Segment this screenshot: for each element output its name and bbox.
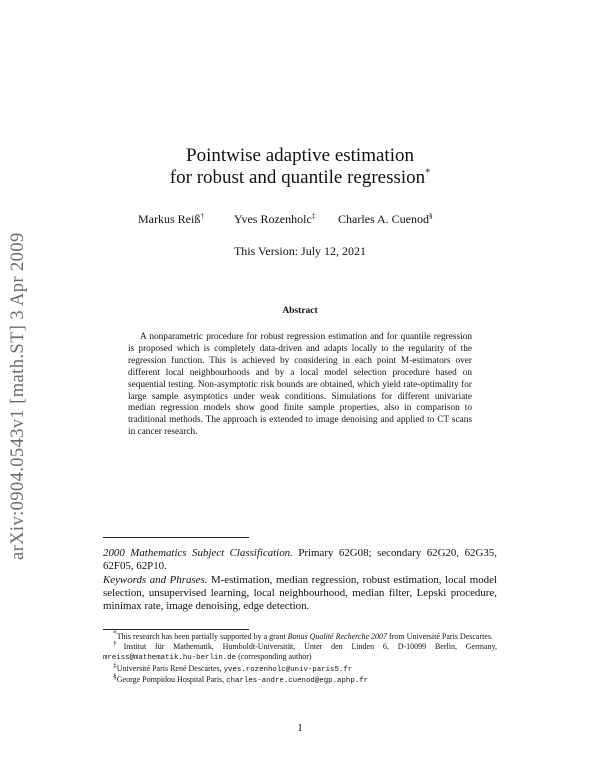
email-link[interactable]: mreiss@mathematik.hu-berlin.de	[103, 654, 237, 663]
footnote-text: (corresponding author)	[238, 652, 312, 662]
footnote-text: This research has been partially supported by a grant	[116, 632, 286, 641]
footnote-text: Institut für Mathematik, Humboldt-Universität, Unter den Linden 6, D-10099 Berlin, Germany,	[123, 642, 498, 652]
footnotes	[103, 628, 498, 686]
author-name: Charles A. Cuenod	[338, 212, 429, 226]
footnote-text: from Université Paris Descartes.	[389, 632, 493, 641]
footnote-affiliation-cuenod	[103, 671, 497, 686]
email-link[interactable]: charles-andre.cuenod@egp.aphp.fr	[226, 676, 369, 685]
footnote-text: Université Paris René Descartes,	[116, 663, 222, 673]
email-link[interactable]: yves.rozenholc@univ-paris5.fr	[223, 665, 353, 674]
footnote-mark: §	[113, 671, 117, 681]
grant-name: Bonus Qualité Recherche 2007	[287, 632, 388, 641]
footnote-affiliation-rozenholc	[103, 659, 497, 675]
author-name: Yves Rozenholc	[234, 212, 312, 226]
classification-text: Primary 62G08; secondary 62G20, 62G35, 62F05, 62P10.	[103, 547, 497, 573]
footnote-mark: †	[113, 638, 124, 648]
title-line-2	[100, 167, 500, 189]
author	[234, 212, 316, 227]
author-footnote-mark: ‡	[311, 211, 316, 220]
title-line-2-text: for robust and quantile regression	[169, 167, 426, 188]
footnote-mark: ‡	[113, 659, 117, 669]
keywords	[103, 574, 497, 614]
subject-classification	[103, 547, 497, 573]
version-date: This Version: July 12, 2021	[233, 244, 367, 258]
footnote-funding	[103, 628, 497, 642]
keywords-text: M-estimation, median regression, robust estimation, local model selection, unsupervised learning, local neighbourhood, median filter, Lepski procedure, minimax rate, image denoising, edge detection.	[103, 574, 497, 613]
author-footnote-mark: †	[200, 211, 205, 220]
title-line-1-text: Pointwise adaptive estimation	[186, 145, 414, 166]
abstract-heading: Abstract	[282, 306, 318, 316]
classification-label: 2000 Mathematics Subject Classification.	[103, 547, 293, 559]
author-name: Markus Reiß	[138, 212, 201, 226]
arxiv-stamp: arXiv:0904.0543v1 [math.ST] 3 Apr 2009	[8, 232, 28, 560]
footnote-mark: *	[113, 628, 117, 638]
keywords-label: Keywords and Phrases.	[103, 574, 208, 586]
footnote-rule	[103, 629, 249, 630]
title-line-1	[100, 145, 500, 167]
title-footnote-mark: *	[425, 167, 431, 179]
author-footnote-mark: §	[429, 211, 433, 220]
author	[138, 212, 204, 227]
author	[338, 212, 433, 227]
abstract-text: A nonparametric procedure for robust regression estimation and for quantile regression is proposed which is completely data-driven and adapts locally to the regularity of the regression function. This is achieved by considering in each point M-estimators over different local neighbourhoods and by a local model selection procedure based on sequential testing. Non-asymptotic risk bounds are obtained, which yield rate-optimality for large sample asymptotics under weak conditions. Simulations for different univariate median regression models show good finite sample properties, also in comparison to traditional methods. The approach is extended to image denoising and applied to CT scans in cancer research.	[128, 332, 472, 438]
footnote-affiliation-reiss	[103, 638, 498, 663]
divider-rule	[103, 537, 249, 538]
footnote-text: George Pompidou Hospital Paris,	[116, 674, 225, 684]
page-number: 1	[297, 722, 303, 734]
